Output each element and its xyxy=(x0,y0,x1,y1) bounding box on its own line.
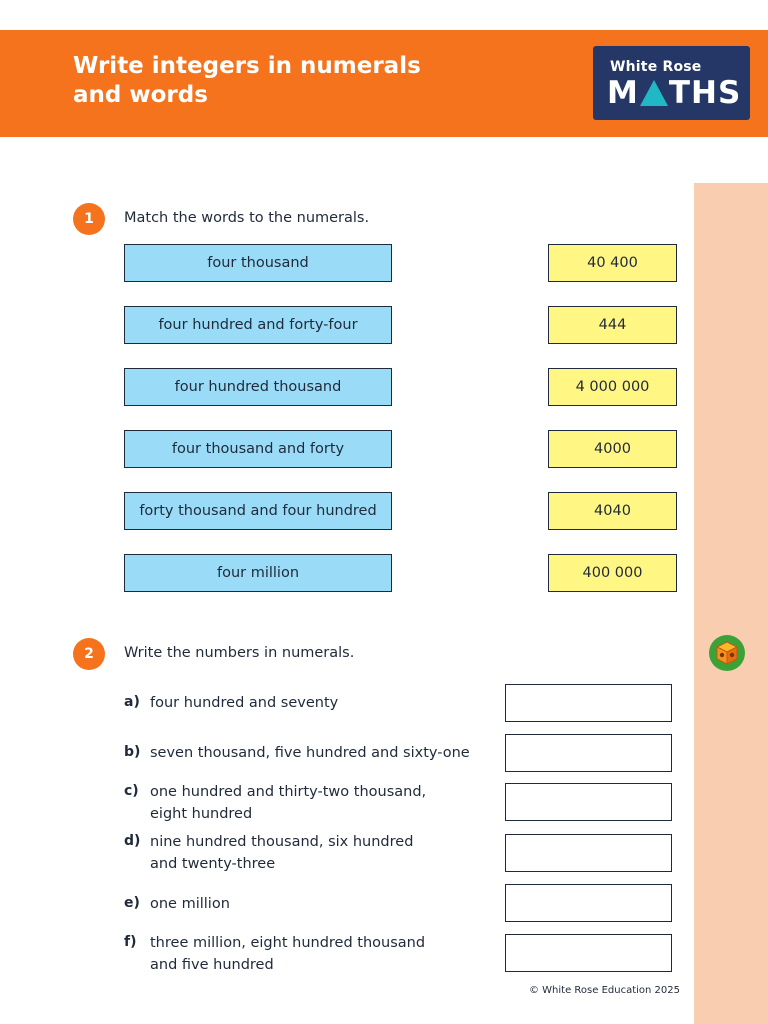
part-text-line: three million, eight hundred thousand xyxy=(150,935,426,951)
title-line-1: Write integers in numerals xyxy=(73,53,421,79)
side-strip xyxy=(694,183,768,1024)
part-letter: b) xyxy=(124,744,141,760)
part-text xyxy=(150,742,470,764)
part-text-line: one million xyxy=(150,896,230,912)
word-card[interactable]: four thousand xyxy=(124,244,392,282)
logo-text-bottom xyxy=(607,75,741,111)
answer-input-e[interactable] xyxy=(505,884,672,922)
answer-input-b[interactable] xyxy=(505,734,672,772)
part-text-line: and twenty-three xyxy=(150,856,276,872)
part-letter: f) xyxy=(124,934,137,950)
answer-input-a[interactable] xyxy=(505,684,672,722)
question-1-number: 1 xyxy=(73,203,105,235)
part-text-line: eight hundred xyxy=(150,806,253,822)
word-card[interactable]: four thousand and forty xyxy=(124,430,392,468)
part-text-line: one hundred and thirty-two thousand, xyxy=(150,784,427,800)
part-letter: e) xyxy=(124,895,140,911)
part-text xyxy=(150,692,338,714)
word-card[interactable]: four million xyxy=(124,554,392,592)
answer-input-d[interactable] xyxy=(505,834,672,872)
question-1-instruction: Match the words to the numerals. xyxy=(124,210,370,226)
word-card[interactable]: forty thousand and four hundred xyxy=(124,492,392,530)
part-text xyxy=(150,932,425,976)
logo-text-top: White Rose xyxy=(610,59,702,75)
part-text xyxy=(150,781,426,825)
word-card[interactable]: four hundred thousand xyxy=(124,368,392,406)
part-letter: c) xyxy=(124,783,139,799)
page-title xyxy=(73,52,493,110)
part-text-line: four hundred and seventy xyxy=(150,695,339,711)
question-2-number: 2 xyxy=(73,638,105,670)
part-text-line: nine hundred thousand, six hundred xyxy=(150,834,414,850)
numeral-card[interactable]: 4000 xyxy=(548,430,677,468)
numeral-card[interactable]: 4 000 000 xyxy=(548,368,677,406)
part-letter: a) xyxy=(124,694,140,710)
numeral-card[interactable]: 40 400 xyxy=(548,244,677,282)
cube-icon xyxy=(709,635,745,671)
triangle-icon xyxy=(640,80,668,106)
question-2-instruction: Write the numbers in numerals. xyxy=(124,645,355,661)
word-card[interactable]: four hundred and forty-four xyxy=(124,306,392,344)
answer-input-f[interactable] xyxy=(505,934,672,972)
answer-input-c[interactable] xyxy=(505,783,672,821)
part-text-line: seven thousand, five hundred and sixty-one xyxy=(150,745,470,761)
numeral-card[interactable]: 4040 xyxy=(548,492,677,530)
part-text xyxy=(150,893,230,915)
numeral-card[interactable]: 400 000 xyxy=(548,554,677,592)
title-line-2: and words xyxy=(73,82,208,108)
logo-text-ths: THS xyxy=(668,75,742,111)
copyright-footer: © White Rose Education 2025 xyxy=(528,985,680,996)
part-letter: d) xyxy=(124,833,141,849)
part-text-line: and five hundred xyxy=(150,957,274,973)
numeral-card[interactable]: 444 xyxy=(548,306,677,344)
logo-text-m: M xyxy=(607,75,639,111)
white-rose-maths-logo xyxy=(593,46,750,120)
part-text xyxy=(150,831,413,875)
